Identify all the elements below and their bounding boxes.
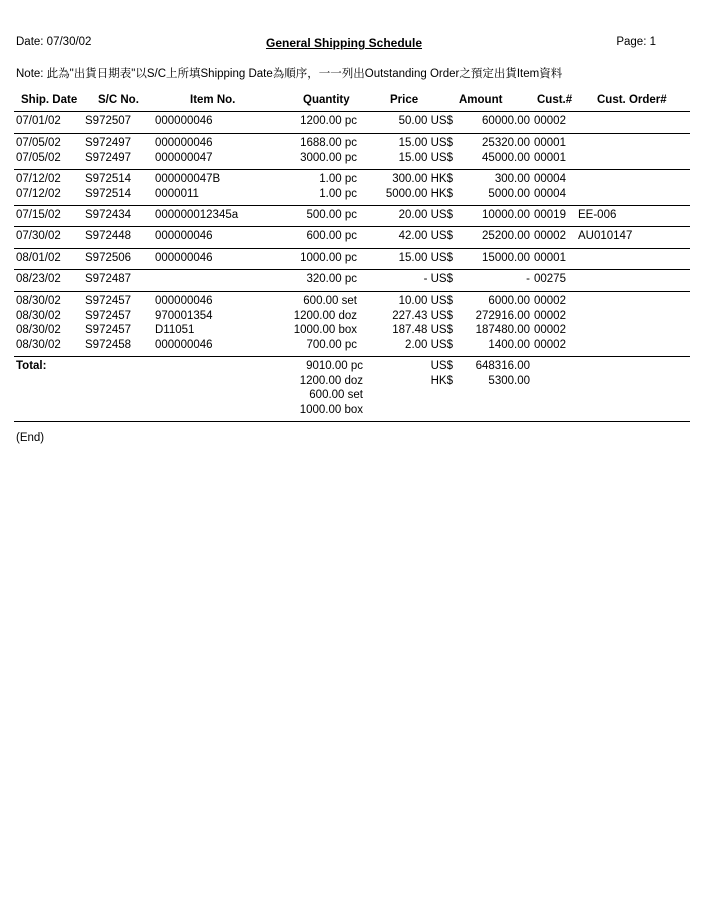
quantity-cell: 1688.00 pc — [300, 137, 357, 149]
table-row — [0, 188, 720, 203]
sc-no-cell: S972448 — [85, 230, 132, 242]
ship-date-cell: 08/30/02 — [16, 295, 61, 307]
quantity-cell: 320.00 pc — [306, 273, 357, 285]
table-row — [0, 310, 720, 325]
table-row — [0, 115, 720, 130]
sc-no-cell: S972457 — [85, 295, 132, 307]
ship-date-cell: 07/30/02 — [16, 230, 61, 242]
quantity-cell: 1000.00 pc — [300, 252, 357, 264]
price-cell: 300.00 HK$ — [392, 173, 453, 185]
ship-date-cell: 07/12/02 — [16, 187, 61, 200]
price-cell: 15.00 US$ — [398, 252, 453, 264]
amount-cell: 5000.00 — [488, 187, 530, 200]
cust-no-cell: 00002 — [534, 295, 566, 307]
cust-no-cell: 00002 — [534, 115, 566, 127]
table-row — [0, 137, 720, 152]
quantity-cell: 700.00 pc — [306, 338, 357, 351]
item-no-cell: 000000046 — [155, 338, 213, 351]
cust-no-cell: 00019 — [534, 209, 566, 221]
col-cust-no: Cust.# — [537, 94, 573, 106]
item-no-cell: 000000046 — [155, 230, 213, 242]
group-divider — [14, 291, 690, 292]
ship-date-cell: 08/30/02 — [16, 324, 61, 336]
col-amount: Amount — [459, 94, 503, 106]
price-cell: 10.00 US$ — [398, 295, 453, 307]
amount-cell: - — [526, 273, 530, 285]
cust-no-cell: 00002 — [534, 324, 566, 336]
report-title: General Shipping Schedule — [265, 36, 423, 50]
shipment-group — [0, 230, 720, 245]
group-divider — [14, 226, 690, 227]
report-date: Date: 07/30/02 — [16, 36, 92, 48]
col-sc-no: S/C No. — [98, 94, 139, 106]
col-price: Price — [390, 94, 419, 106]
table-header — [0, 94, 720, 110]
group-divider — [14, 356, 690, 357]
shipment-group — [0, 273, 720, 288]
quantity-cell: 600.00 pc — [306, 230, 357, 242]
quantity-cell: 1.00 pc — [319, 187, 357, 200]
total-quantity: 9010.00 pc — [306, 360, 363, 372]
table-row — [0, 273, 720, 288]
col-cust-order: Cust. Order# — [597, 94, 667, 106]
quantity-cell: 1.00 pc — [319, 173, 357, 185]
cust-no-cell: 00002 — [534, 309, 566, 322]
amount-cell: 15000.00 — [482, 252, 530, 264]
cust-no-cell: 00004 — [534, 187, 566, 200]
total-amount: 5300.00 — [488, 374, 530, 387]
sc-no-cell: S972506 — [85, 252, 132, 264]
ship-date-cell: 07/05/02 — [16, 137, 61, 149]
price-cell: 227.43 US$ — [392, 309, 453, 322]
shipment-group — [0, 173, 720, 202]
quantity-cell: 500.00 pc — [306, 209, 357, 221]
quantity-cell: 1200.00 doz — [293, 309, 357, 322]
item-no-cell: 000000046 — [155, 295, 213, 307]
shipment-group — [0, 209, 720, 224]
shipment-group — [0, 115, 720, 130]
totals-divider — [14, 421, 690, 422]
amount-cell: 300.00 — [494, 173, 530, 185]
cust-no-cell: 00275 — [534, 273, 566, 285]
cust-no-cell: 00001 — [534, 137, 566, 149]
cust-order-cell: EE-006 — [578, 209, 617, 221]
total-quantity: 1000.00 box — [299, 403, 363, 416]
ship-date-cell: 08/30/02 — [16, 338, 61, 351]
cust-no-cell: 00001 — [534, 151, 566, 164]
item-no-cell: 000000046 — [155, 252, 213, 264]
table-row — [0, 173, 720, 188]
ship-date-cell: 07/01/02 — [16, 115, 61, 127]
table-row — [0, 339, 720, 354]
item-no-cell: 000000047 — [155, 151, 213, 164]
cust-no-cell: 00004 — [534, 173, 566, 185]
group-divider — [14, 133, 690, 134]
amount-cell: 45000.00 — [482, 151, 530, 164]
table-row — [0, 209, 720, 224]
item-no-cell: 000000047B — [155, 173, 221, 185]
ship-date-cell: 07/12/02 — [16, 173, 61, 185]
sc-no-cell: S972497 — [85, 137, 132, 149]
item-no-cell: 0000011 — [155, 187, 199, 200]
price-cell: 2.00 US$ — [405, 338, 453, 351]
price-cell: 20.00 US$ — [398, 209, 453, 221]
sc-no-cell: S972497 — [85, 151, 132, 164]
item-no-cell: 000000046 — [155, 115, 213, 127]
total-label: Total: — [16, 360, 47, 372]
group-divider — [14, 205, 690, 206]
amount-cell: 1400.00 — [488, 338, 530, 351]
ship-date-cell: 08/23/02 — [16, 273, 61, 285]
price-cell: - US$ — [423, 273, 453, 285]
amount-cell: 6000.00 — [488, 295, 530, 307]
ship-date-cell: 07/15/02 — [16, 209, 61, 221]
group-divider — [14, 248, 690, 249]
total-currency: US$ — [430, 360, 453, 372]
table-row — [0, 324, 720, 339]
total-quantity: 1200.00 doz — [299, 374, 363, 387]
group-divider — [14, 169, 690, 170]
col-item-no: Item No. — [190, 94, 236, 106]
amount-cell: 187480.00 — [475, 324, 530, 336]
quantity-cell: 600.00 set — [303, 295, 357, 307]
price-cell: 15.00 US$ — [398, 151, 453, 164]
sc-no-cell: S972514 — [85, 187, 132, 200]
shipment-group — [0, 252, 720, 267]
ship-date-cell: 08/01/02 — [16, 252, 61, 264]
item-no-cell: 970001354 — [155, 309, 213, 322]
report-note: Note: 此為"出貨日期表"以S/C上所填Shipping Date為順序，一一列出Outstanding Order之預定出貨Item資料 — [16, 68, 563, 80]
sc-no-cell: S972514 — [85, 173, 132, 185]
price-cell: 42.00 US$ — [398, 230, 453, 242]
amount-cell: 60000.00 — [482, 115, 530, 127]
ship-date-cell: 08/30/02 — [16, 309, 61, 322]
sc-no-cell: S972458 — [85, 338, 132, 351]
cust-no-cell: 00001 — [534, 252, 566, 264]
cust-no-cell: 00002 — [534, 230, 566, 242]
item-no-cell: 000000046 — [155, 137, 213, 149]
amount-cell: 25200.00 — [482, 230, 530, 242]
cust-order-cell: AU010147 — [578, 230, 633, 242]
total-currency: HK$ — [430, 374, 453, 387]
amount-cell: 25320.00 — [482, 137, 530, 149]
report-header — [16, 36, 656, 52]
header-divider — [14, 111, 690, 112]
group-divider — [14, 269, 690, 270]
total-quantity: 600.00 set — [309, 389, 363, 401]
sc-no-cell: S972487 — [85, 273, 132, 285]
page-number: Page: 1 — [616, 36, 656, 48]
quantity-cell: 3000.00 pc — [300, 151, 357, 164]
col-quantity: Quantity — [303, 94, 350, 106]
quantity-cell: 1200.00 pc — [300, 115, 357, 127]
table-row — [0, 295, 720, 310]
sc-no-cell: S972457 — [85, 324, 132, 336]
table-row — [0, 230, 720, 245]
table-row — [0, 152, 720, 167]
amount-cell: 272916.00 — [475, 309, 530, 322]
table-row — [0, 252, 720, 267]
item-no-cell: 000000012345a — [155, 209, 239, 221]
cust-no-cell: 00002 — [534, 338, 566, 351]
item-no-cell: D11051 — [155, 324, 195, 336]
ship-date-cell: 07/05/02 — [16, 151, 61, 164]
col-ship-date: Ship. Date — [21, 94, 78, 106]
price-cell: 5000.00 HK$ — [385, 187, 453, 200]
price-cell: 15.00 US$ — [398, 137, 453, 149]
amount-cell: 10000.00 — [482, 209, 530, 221]
sc-no-cell: S972434 — [85, 209, 132, 221]
shipment-group — [0, 137, 720, 166]
end-marker: (End) — [16, 432, 45, 444]
quantity-cell: 1000.00 box — [293, 324, 357, 336]
sc-no-cell: S972507 — [85, 115, 132, 127]
price-cell: 50.00 US$ — [398, 115, 453, 127]
sc-no-cell: S972457 — [85, 309, 132, 322]
shipment-group — [0, 295, 720, 353]
price-cell: 187.48 US$ — [392, 324, 453, 336]
total-amount: 648316.00 — [475, 360, 530, 372]
